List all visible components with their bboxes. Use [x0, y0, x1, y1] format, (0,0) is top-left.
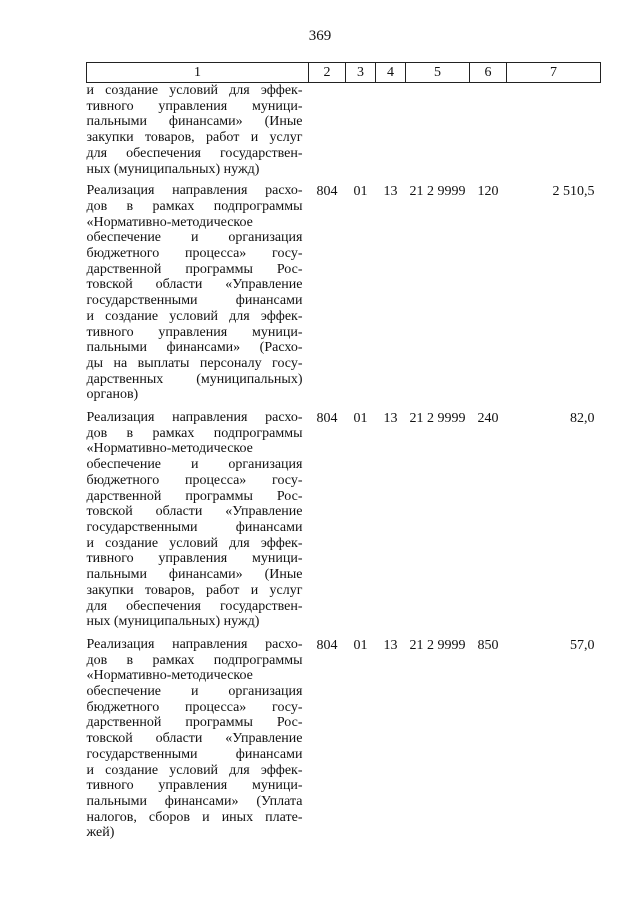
description-line: Реализация направления расхо-: [86, 183, 303, 199]
description-line: пальными финансами» (Иные: [86, 114, 303, 130]
description-line: товской области «Управление: [86, 277, 303, 293]
cell-col-6: 120: [477, 184, 499, 200]
description-line: «Нормативно-методическое: [86, 214, 253, 230]
column-header-7: 7: [507, 63, 601, 83]
description-line: тивного управления муници-: [86, 778, 303, 794]
description-line: государственными финансами: [86, 293, 303, 309]
description-line: дарственной программы Рос-: [86, 261, 303, 277]
column-header-3: 3: [346, 63, 376, 83]
row-description: [87, 83, 309, 184]
description-line: бюджетного процесса» госу-: [86, 699, 303, 715]
cell-col-6: [470, 83, 507, 184]
page-number: 369: [308, 28, 332, 44]
description-line: и создание условий для эффек-: [86, 308, 303, 324]
description-line: органов): [86, 387, 139, 403]
cell-col-6: 240: [477, 411, 499, 427]
cell-col-7: 82,0: [570, 411, 595, 427]
description-line: товской области «Управление: [86, 731, 303, 747]
description-line: налогов, сборов и иных плате-: [86, 809, 303, 825]
cell-col-5: [406, 83, 470, 184]
column-header-6: 6: [470, 63, 507, 83]
row-description: [87, 183, 309, 410]
cell-col-7: [507, 83, 601, 184]
description-line: закупки товаров, работ и услуг: [86, 130, 303, 146]
description-line: тивного управления муници-: [86, 551, 303, 567]
column-header-2: 2: [309, 63, 346, 83]
table-row: [87, 83, 601, 184]
description-line: дарственной программы Рос-: [86, 715, 303, 731]
cell-col-3: 01: [353, 411, 368, 427]
description-line: ных (муниципальных) нужд): [86, 614, 260, 630]
cell-col-2: 804: [316, 637, 338, 653]
table-row: [87, 183, 601, 410]
description-line: бюджетного процесса» госу-: [86, 246, 303, 262]
cell-col-4: 13: [383, 637, 398, 653]
description-line: дарственной программы Рос-: [86, 488, 303, 504]
description-line: бюджетного процесса» госу-: [86, 472, 303, 488]
description-line: ных (муниципальных) нужд): [86, 161, 260, 177]
cell-col-4: 13: [383, 184, 398, 200]
description-line: жей): [86, 825, 115, 841]
column-header-5: 5: [406, 63, 470, 83]
description-line: пальными финансами» (Уплата: [86, 793, 303, 809]
description-line: для обеспечения государствен-: [86, 598, 303, 614]
description-line: обеспечение и организация: [86, 684, 303, 700]
description-line: обеспечение и организация: [86, 230, 303, 246]
cell-col-3: 01: [353, 637, 368, 653]
row-description: [87, 637, 309, 848]
description-line: и создание условий для эффек-: [86, 83, 303, 98]
table-row: [87, 637, 601, 848]
cell-col-3: 01: [353, 184, 368, 200]
table-header-row: [87, 63, 601, 83]
cell-col-5: 21 2 9999: [409, 637, 466, 653]
cell-col-2: 804: [316, 411, 338, 427]
cell-col-4: [376, 83, 406, 184]
cell-col-5: 21 2 9999: [409, 184, 466, 200]
description-line: «Нормативно-методическое: [86, 668, 253, 684]
cell-col-7: 2 510,5: [552, 184, 595, 200]
description-line: и создание условий для эффек-: [86, 535, 303, 551]
description-line: закупки товаров, работ и услуг: [86, 582, 303, 598]
description-line: пальными финансами» (Расхо-: [86, 340, 303, 356]
cell-col-6: 850: [477, 637, 499, 653]
column-header-4: 4: [376, 63, 406, 83]
column-header-1: 1: [87, 63, 309, 83]
description-line: тивного управления муници-: [86, 98, 303, 114]
cell-col-3: [346, 83, 376, 184]
description-line: ды на выплаты персоналу госу-: [86, 355, 303, 371]
description-line: пальными финансами» (Иные: [86, 567, 303, 583]
description-line: дов в рамках подпрограммы: [86, 198, 303, 214]
description-line: обеспечение и организация: [86, 457, 303, 473]
description-line: Реализация направления расхо-: [86, 410, 303, 426]
description-line: тивного управления муници-: [86, 324, 303, 340]
description-line: и создание условий для эффек-: [86, 762, 303, 778]
cell-col-2: 804: [316, 184, 338, 200]
cell-col-2: [309, 83, 346, 184]
description-line: для обеспечения государствен-: [86, 145, 303, 161]
description-line: Реализация направления расхо-: [86, 636, 303, 652]
description-line: дов в рамках подпрограммы: [86, 425, 303, 441]
row-description: [87, 410, 309, 637]
description-line: товской области «Управление: [86, 504, 303, 520]
table-row: [87, 410, 601, 637]
description-line: дарственных (муниципальных): [86, 371, 303, 387]
description-line: дов в рамках подпрограммы: [86, 652, 303, 668]
budget-table: [86, 62, 601, 848]
cell-col-4: 13: [383, 411, 398, 427]
description-line: государственными финансами: [86, 746, 303, 762]
cell-col-5: 21 2 9999: [409, 411, 466, 427]
description-line: государственными финансами: [86, 519, 303, 535]
cell-col-7: 57,0: [570, 637, 595, 653]
description-line: «Нормативно-методическое: [86, 441, 253, 457]
